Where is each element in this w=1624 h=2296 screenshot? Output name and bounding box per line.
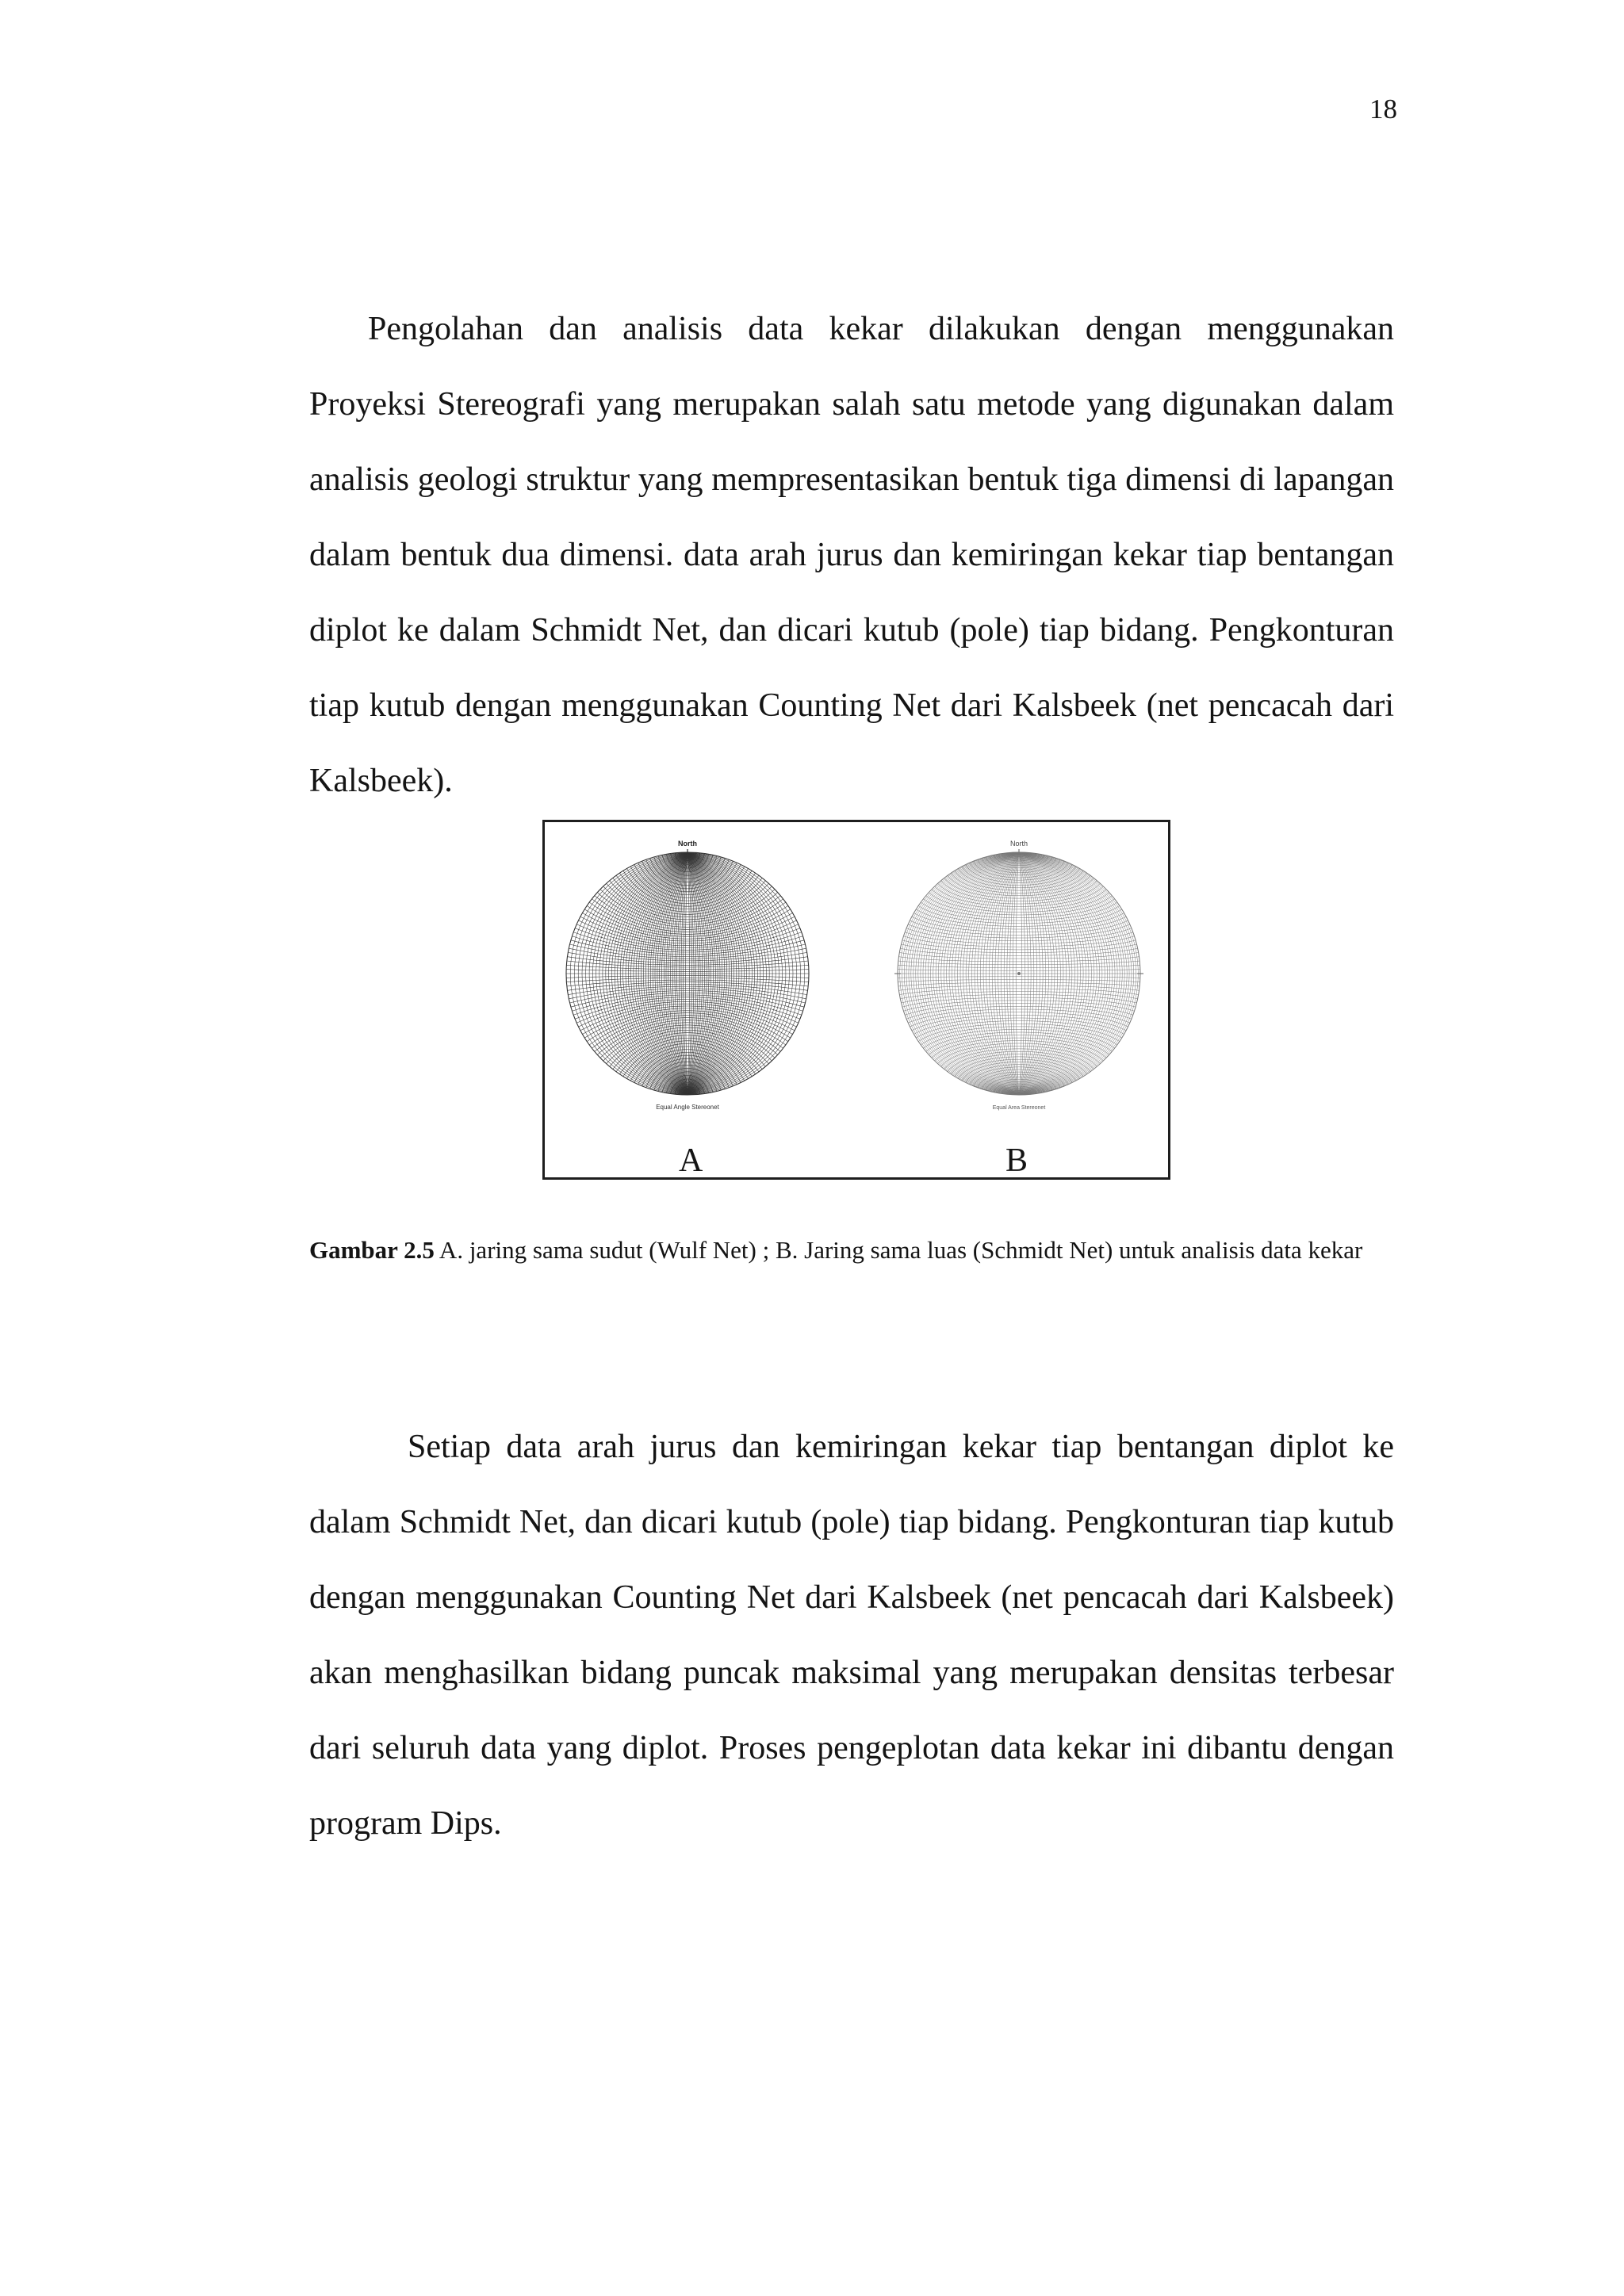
schmidt-net-b <box>894 849 1143 1095</box>
stereonet-figure <box>542 820 1170 1180</box>
stereonet-figure-svg <box>545 822 1173 1182</box>
figure-caption-text: A. jaring sama sudut (Wulf Net) ; B. Jaring sama luas (Schmidt Net) untuk analisis data kekar <box>434 1236 1363 1264</box>
wulff-net-a <box>566 849 809 1095</box>
body-paragraph-1: Pengolahan dan analisis data kekar dilakukan dengan menggunakan Proyeksi Stereografi yang merupakan salah satu metode yang digunakan dalam analisis geologi struktur yang mempresentasikan bentuk tiga dimensi di lapangan dalam bentuk dua dimensi. data arah jurus dan kemiringan kekar tiap bentangan diplot ke dalam Schmidt Net, dan dicari kutub (pole) tiap bidang. Pengkonturan tiap kutub dengan menggunakan Counting Net dari Kalsbeek (net pencacah dari Kalsbeek). <box>309 311 1394 799</box>
figure-letter-b: B <box>1005 1142 1028 1179</box>
figure-letter-a: A <box>679 1142 703 1179</box>
figure-caption-label: Gambar 2.5 <box>309 1236 435 1264</box>
net-b-caption: Equal Area Stereonet <box>992 1105 1046 1111</box>
net-a-north-label: North <box>678 840 697 848</box>
net-b-north-label: North <box>1009 840 1028 848</box>
net-a-caption: Equal Angle Stereonet <box>656 1104 719 1111</box>
body-paragraph-2: Setiap data arah jurus dan kemiringan kekar tiap bentangan diplot ke dalam Schmidt Net, dan dicari kutub (pole) tiap bidang. Pengkonturan tiap kutub dengan menggunakan Counting Net dari Kalsbeek (net pencacah dari Kalsbeek) akan menghasilkan bidang puncak maksimal yang merupakan densitas terbesar dari seluruh data yang diplot. Proses pengeplotan data kekar ini dibantu dengan program Dips. <box>309 1429 1394 1842</box>
page-number: 18 <box>1369 94 1397 124</box>
figure-caption <box>309 1218 1394 1283</box>
